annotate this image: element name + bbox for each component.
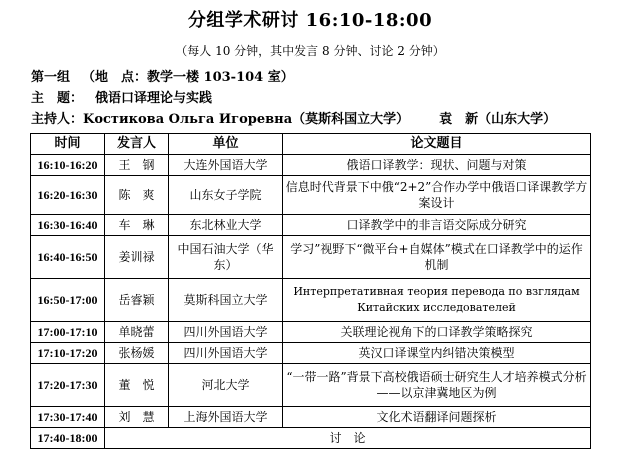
row-speaker: 董 悦 <box>105 364 169 407</box>
row-time: 16:40-16:50 <box>31 236 105 279</box>
row-time: 17:30-17:40 <box>31 407 105 428</box>
row-time: 17:40-18:00 <box>31 428 105 449</box>
row-title: “一带一路”背景下高校俄语硕士研究生人才培养模式分析——以京津冀地区为例 <box>283 364 591 407</box>
row-unit: 东北林业大学 <box>169 215 283 236</box>
topic-label: 主 题： <box>31 91 84 106</box>
row-speaker: 陈 爽 <box>105 176 169 215</box>
row-speaker: 张杨媛 <box>105 343 169 364</box>
table-row <box>31 236 591 279</box>
host-line <box>31 108 556 127</box>
row-unit: 山东女子学院 <box>169 176 283 215</box>
row-unit: 四川外国语大学 <box>169 322 283 343</box>
col-header-speaker: 发言人 <box>105 134 169 155</box>
row-speaker: 岳睿颖 <box>105 279 169 322</box>
topic-value: 俄语口译理论与实践 <box>95 91 213 106</box>
row-time: 16:50-17:00 <box>31 279 105 322</box>
host-label: 主持人： <box>31 112 84 127</box>
host-2: 袁 新（山东大学） <box>439 112 557 127</box>
table-row <box>31 215 591 236</box>
row-title: 口译教学中的非言语交际成分研究 <box>283 215 591 236</box>
group-line <box>31 66 294 85</box>
row-unit: 大连外国语大学 <box>169 155 283 176</box>
col-header-time: 时间 <box>31 134 105 155</box>
host-1: Kостикова Ольга Игоревна（莫斯科国立大学） <box>83 112 410 127</box>
table-row <box>31 155 591 176</box>
topic-line <box>31 87 212 106</box>
row-unit: 上海外国语大学 <box>169 407 283 428</box>
row-speaker: 单晓蕾 <box>105 322 169 343</box>
row-time: 16:30-16:40 <box>31 215 105 236</box>
schedule-table <box>30 133 591 449</box>
time-note: （每人 10 分钟，其中发言 8 分钟、讨论 2 分钟） <box>175 44 445 58</box>
row-title: 学习”视野下“微平台+自媒体”模式在口译教学中的运作机制 <box>283 236 591 279</box>
table-row <box>31 322 591 343</box>
col-header-unit: 单位 <box>169 134 283 155</box>
row-title: 信息时代背景下中俄“2+2”合作办学中俄语口译课教学方案设计 <box>283 176 591 215</box>
row-title: 关联理论视角下的口译教学策略探究 <box>283 322 591 343</box>
row-speaker: 王 钢 <box>105 155 169 176</box>
row-time: 16:20-16:30 <box>31 176 105 215</box>
group-location: （地 点：教学一楼 103-104 室） <box>82 70 294 85</box>
row-title: 俄语口译教学：现状、问题与对策 <box>283 155 591 176</box>
row-speaker: 姜训禄 <box>105 236 169 279</box>
row-time: 16:10-16:20 <box>31 155 105 176</box>
row-time: 17:00-17:10 <box>31 322 105 343</box>
table-row <box>31 343 591 364</box>
row-unit: 中国石油大学（华东） <box>169 236 283 279</box>
row-unit: 四川外国语大学 <box>169 343 283 364</box>
row-time: 17:20-17:30 <box>31 364 105 407</box>
row-title: 英汉口译课堂内纠错决策模型 <box>283 343 591 364</box>
row-unit: 河北大学 <box>169 364 283 407</box>
col-header-title: 论文题目 <box>283 134 591 155</box>
row-speaker: 刘 慧 <box>105 407 169 428</box>
table-header-row <box>31 134 591 155</box>
table-row-discussion <box>31 428 591 449</box>
row-unit: 莫斯科国立大学 <box>169 279 283 322</box>
row-discussion: 讨 论 <box>105 428 591 449</box>
table-row <box>31 279 591 322</box>
group-label: 第一组 <box>31 70 71 85</box>
table-row <box>31 407 591 428</box>
table-row <box>31 364 591 407</box>
row-title: Интерпретативная теория перевода по взглядам Китайских исследователей <box>283 279 591 322</box>
row-title: 文化术语翻译问题探析 <box>283 407 591 428</box>
table-row <box>31 176 591 215</box>
row-speaker: 车 琳 <box>105 215 169 236</box>
page-title: 分组学术研讨 16:10-18:00 <box>187 10 433 31</box>
row-time: 17:10-17:20 <box>31 343 105 364</box>
